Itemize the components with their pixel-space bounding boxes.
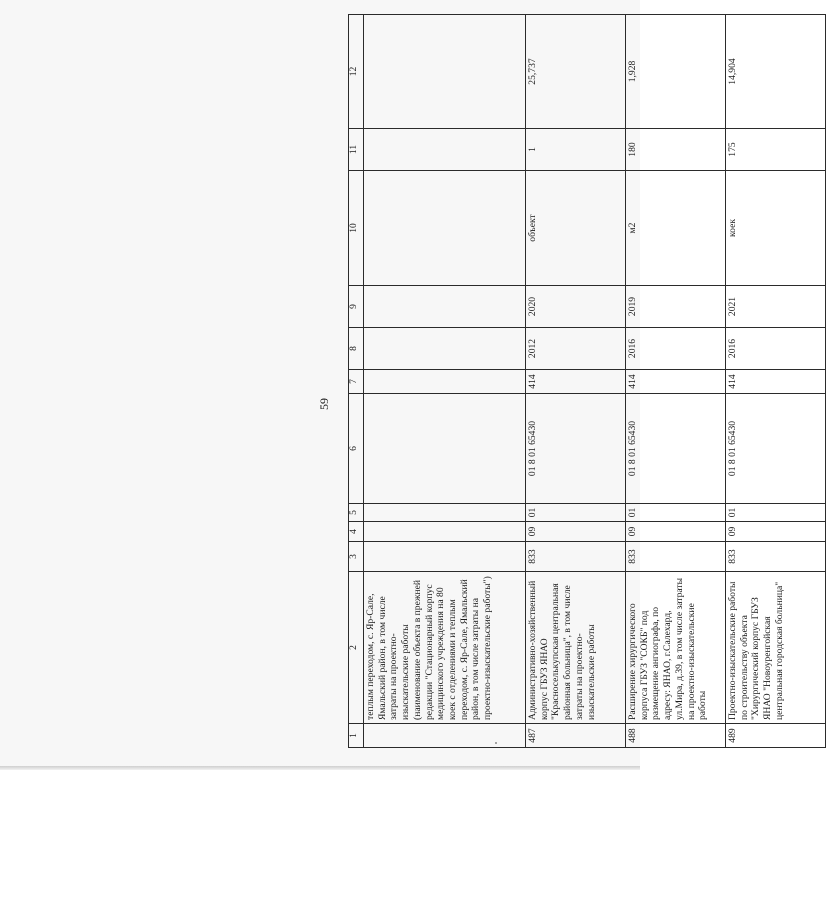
expense-type-code: 414 [726, 370, 826, 394]
table-row [726, 15, 826, 748]
target-article-code: 01 8 01 65430 [626, 394, 726, 504]
register-table [348, 14, 826, 748]
unit: коек [726, 171, 826, 286]
table-row [364, 15, 526, 748]
blank-area [0, 770, 640, 905]
row-number [364, 724, 526, 748]
start-year [364, 328, 526, 370]
column-number: 10 [349, 171, 364, 286]
column-number: 9 [349, 286, 364, 328]
ministry-code: 833 [726, 542, 826, 572]
capacity [364, 129, 526, 171]
section-code [364, 522, 526, 542]
column-number: 3 [349, 542, 364, 572]
end-year: 2021 [726, 286, 826, 328]
end-year [364, 286, 526, 328]
expense-type-code: 414 [626, 370, 726, 394]
column-number: 7 [349, 370, 364, 394]
capacity: 175 [726, 129, 826, 171]
start-year: 2012 [526, 328, 626, 370]
row-number: 489 [726, 724, 826, 748]
row-number: 487 [526, 724, 626, 748]
column-number: 4 [349, 522, 364, 542]
table-row [526, 15, 626, 748]
amount: 1,928 [626, 15, 726, 129]
amount [364, 15, 526, 129]
column-number: 11 [349, 129, 364, 171]
ministry-code: 833 [626, 542, 726, 572]
amount: 25,737 [526, 15, 626, 129]
column-number: 5 [349, 504, 364, 522]
ministry-code: 833 [526, 542, 626, 572]
subsection-code: 01 [726, 504, 826, 522]
expense-type-code [364, 370, 526, 394]
capacity: 180 [626, 129, 726, 171]
page-number: 59 [317, 398, 331, 410]
section-code: 09 [526, 522, 626, 542]
start-year: 2016 [726, 328, 826, 370]
object-description: Расширение хирургического корпуса ГБУЗ "СОКБ" под размещение ангиографа, по адресу: ЯНАО, г.Салехард, ул.Мира, д.39, в том числе затраты на проектно-изыскательские работы [626, 572, 726, 724]
column-number: 2 [349, 572, 364, 724]
capacity: 1 [526, 129, 626, 171]
unit: м2 [626, 171, 726, 286]
column-number: 12 [349, 15, 364, 129]
end-year: 2020 [526, 286, 626, 328]
object-description: теплым переходом, с. Яр-Сале, Ямальский район, в том числе затраты на проектно-изыскательские работы (наименование объекта в прежней редакции "Стационарный корпус медицинского учреждения на 80 коек с отделениями и теплым переходом, с. Яр-Сале, Ямальский район, в том числе затраты на проектно-изыскательские работы") [364, 572, 526, 724]
subsection-code: 01 [526, 504, 626, 522]
subsection-code [364, 504, 526, 522]
unit: объект [526, 171, 626, 286]
subsection-code: 01 [626, 504, 726, 522]
scan-speck [495, 742, 497, 744]
expense-type-code: 414 [526, 370, 626, 394]
target-article-code: 01 8 01 65430 [526, 394, 626, 504]
column-number-row [349, 15, 364, 748]
object-description: Административно-хозяйственный корпус ГБУЗ ЯНАО "Красноселькупская центральная районная больница", в том числе затраты на проектно-изыскательские работы [526, 572, 626, 724]
row-number: 488 [626, 724, 726, 748]
object-description: Проектно-изыскательские работы по строительству объекта "Хирургический корпус ГБУЗ ЯНАО "Новоуренгойская центральная городская больница" [726, 572, 826, 724]
column-number: 8 [349, 328, 364, 370]
column-number: 1 [349, 724, 364, 748]
end-year: 2019 [626, 286, 726, 328]
ministry-code [364, 542, 526, 572]
target-article-code: 01 8 01 65430 [726, 394, 826, 504]
target-article-code [364, 394, 526, 504]
section-code: 09 [726, 522, 826, 542]
table-row [626, 15, 726, 748]
start-year: 2016 [626, 328, 726, 370]
rotated-page-content [20, 5, 785, 760]
column-number: 6 [349, 394, 364, 504]
section-code: 09 [626, 522, 726, 542]
amount: 14,904 [726, 15, 826, 129]
unit [364, 171, 526, 286]
